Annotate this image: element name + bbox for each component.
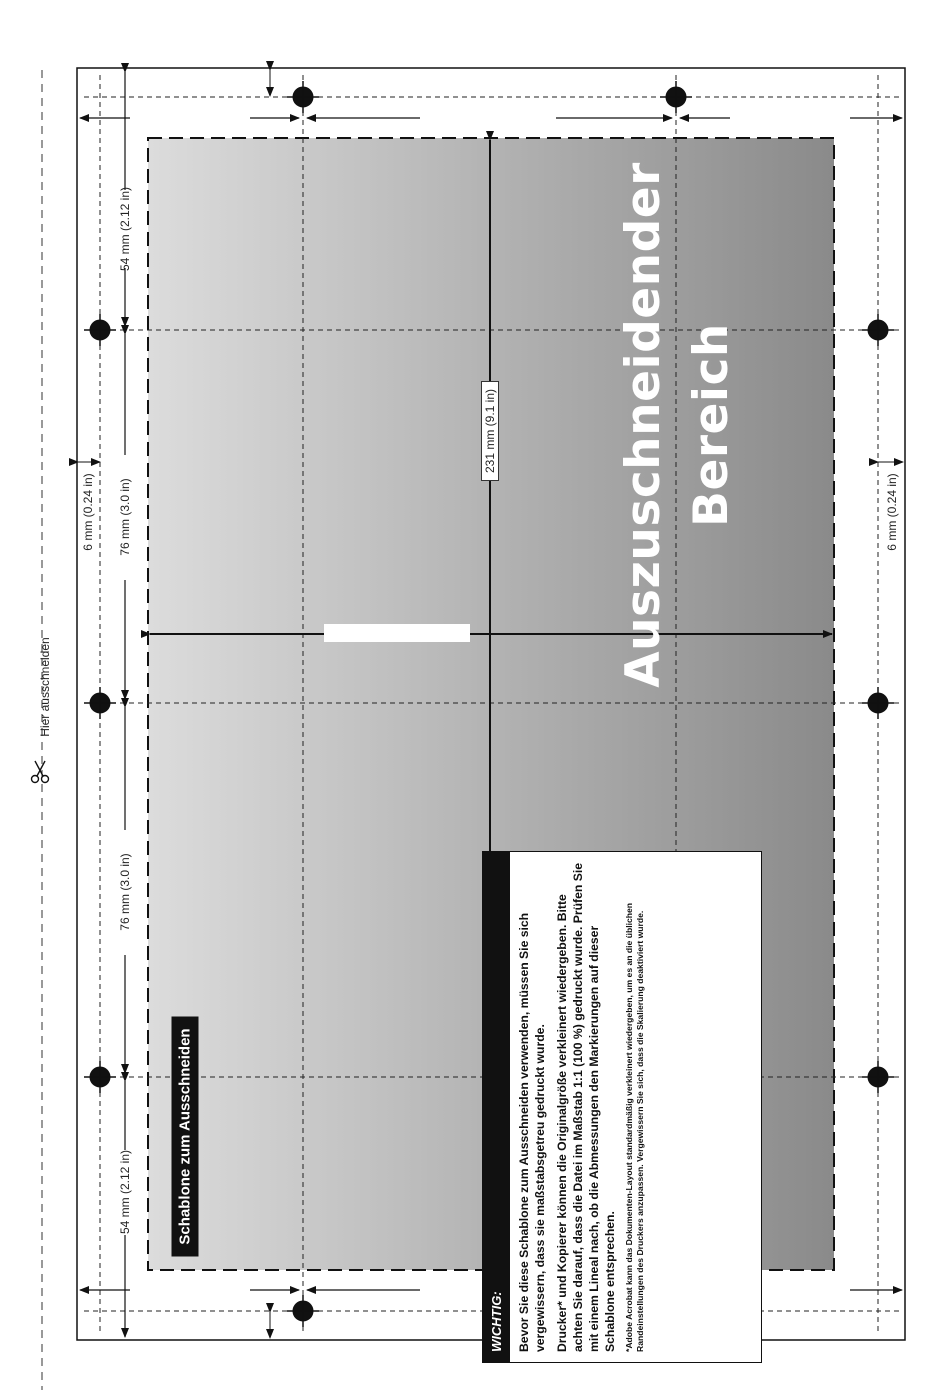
length-label: 231 mm (9.1 in) bbox=[481, 381, 499, 481]
notice-paragraph-2: Drucker* und Kopierer können die Originalgröße verkleinert wiedergeben. Bitte achten Sie darauf, dass die Datei im Maßstab 1:1 (100 %) gedruckt wurde. Prüfen Sie mit einem Lineal nach, ob die Abmessungen den Markierungen auf dieser Schablone entsprechen. bbox=[555, 863, 617, 1352]
margin-label-left: 6 mm (0.24 in) bbox=[81, 473, 95, 551]
template-title: Schablone zum Ausschneiden bbox=[172, 1017, 199, 1257]
cut-line-label: Hier ausschneiden bbox=[38, 637, 52, 737]
cutout-title-line1: Auszuschneidender bbox=[616, 162, 671, 688]
cutout-title-line2: Bereich bbox=[684, 323, 739, 527]
dimension-label-76mm-b: 76 mm (3.0 in) bbox=[118, 853, 132, 931]
dimension-label-54mm-top: 54 mm (2.12 in) bbox=[118, 186, 132, 272]
dimension-label-76mm-a: 76 mm (3.0 in) bbox=[118, 478, 132, 556]
notice-heading: WICHTIG: bbox=[483, 852, 510, 1362]
notice-footnote: *Adobe Acrobat kann das Dokumenten-Layout standardmäßig verkleinert wiedergeben, um es an die üblichen Randeinstellungen des Druckers anzupassen. Vergewissern Sie sich, dass die Skalierung deaktiviert wurde. bbox=[624, 902, 645, 1352]
length-marker-bar bbox=[324, 624, 470, 642]
cutout-area-title bbox=[610, 115, 750, 735]
important-notice bbox=[482, 851, 762, 1363]
margin-label-right: 6 mm (0.24 in) bbox=[885, 473, 899, 551]
notice-paragraph-1: Bevor Sie diese Schablone zum Ausschneiden verwenden, müssen Sie sich vergewissern, dass sie maßstabsgetreu gedruckt wurde. bbox=[517, 912, 547, 1352]
scissors-icon bbox=[32, 761, 49, 783]
dimension-label-54mm-bottom: 54 mm (2.12 in) bbox=[118, 1149, 132, 1235]
